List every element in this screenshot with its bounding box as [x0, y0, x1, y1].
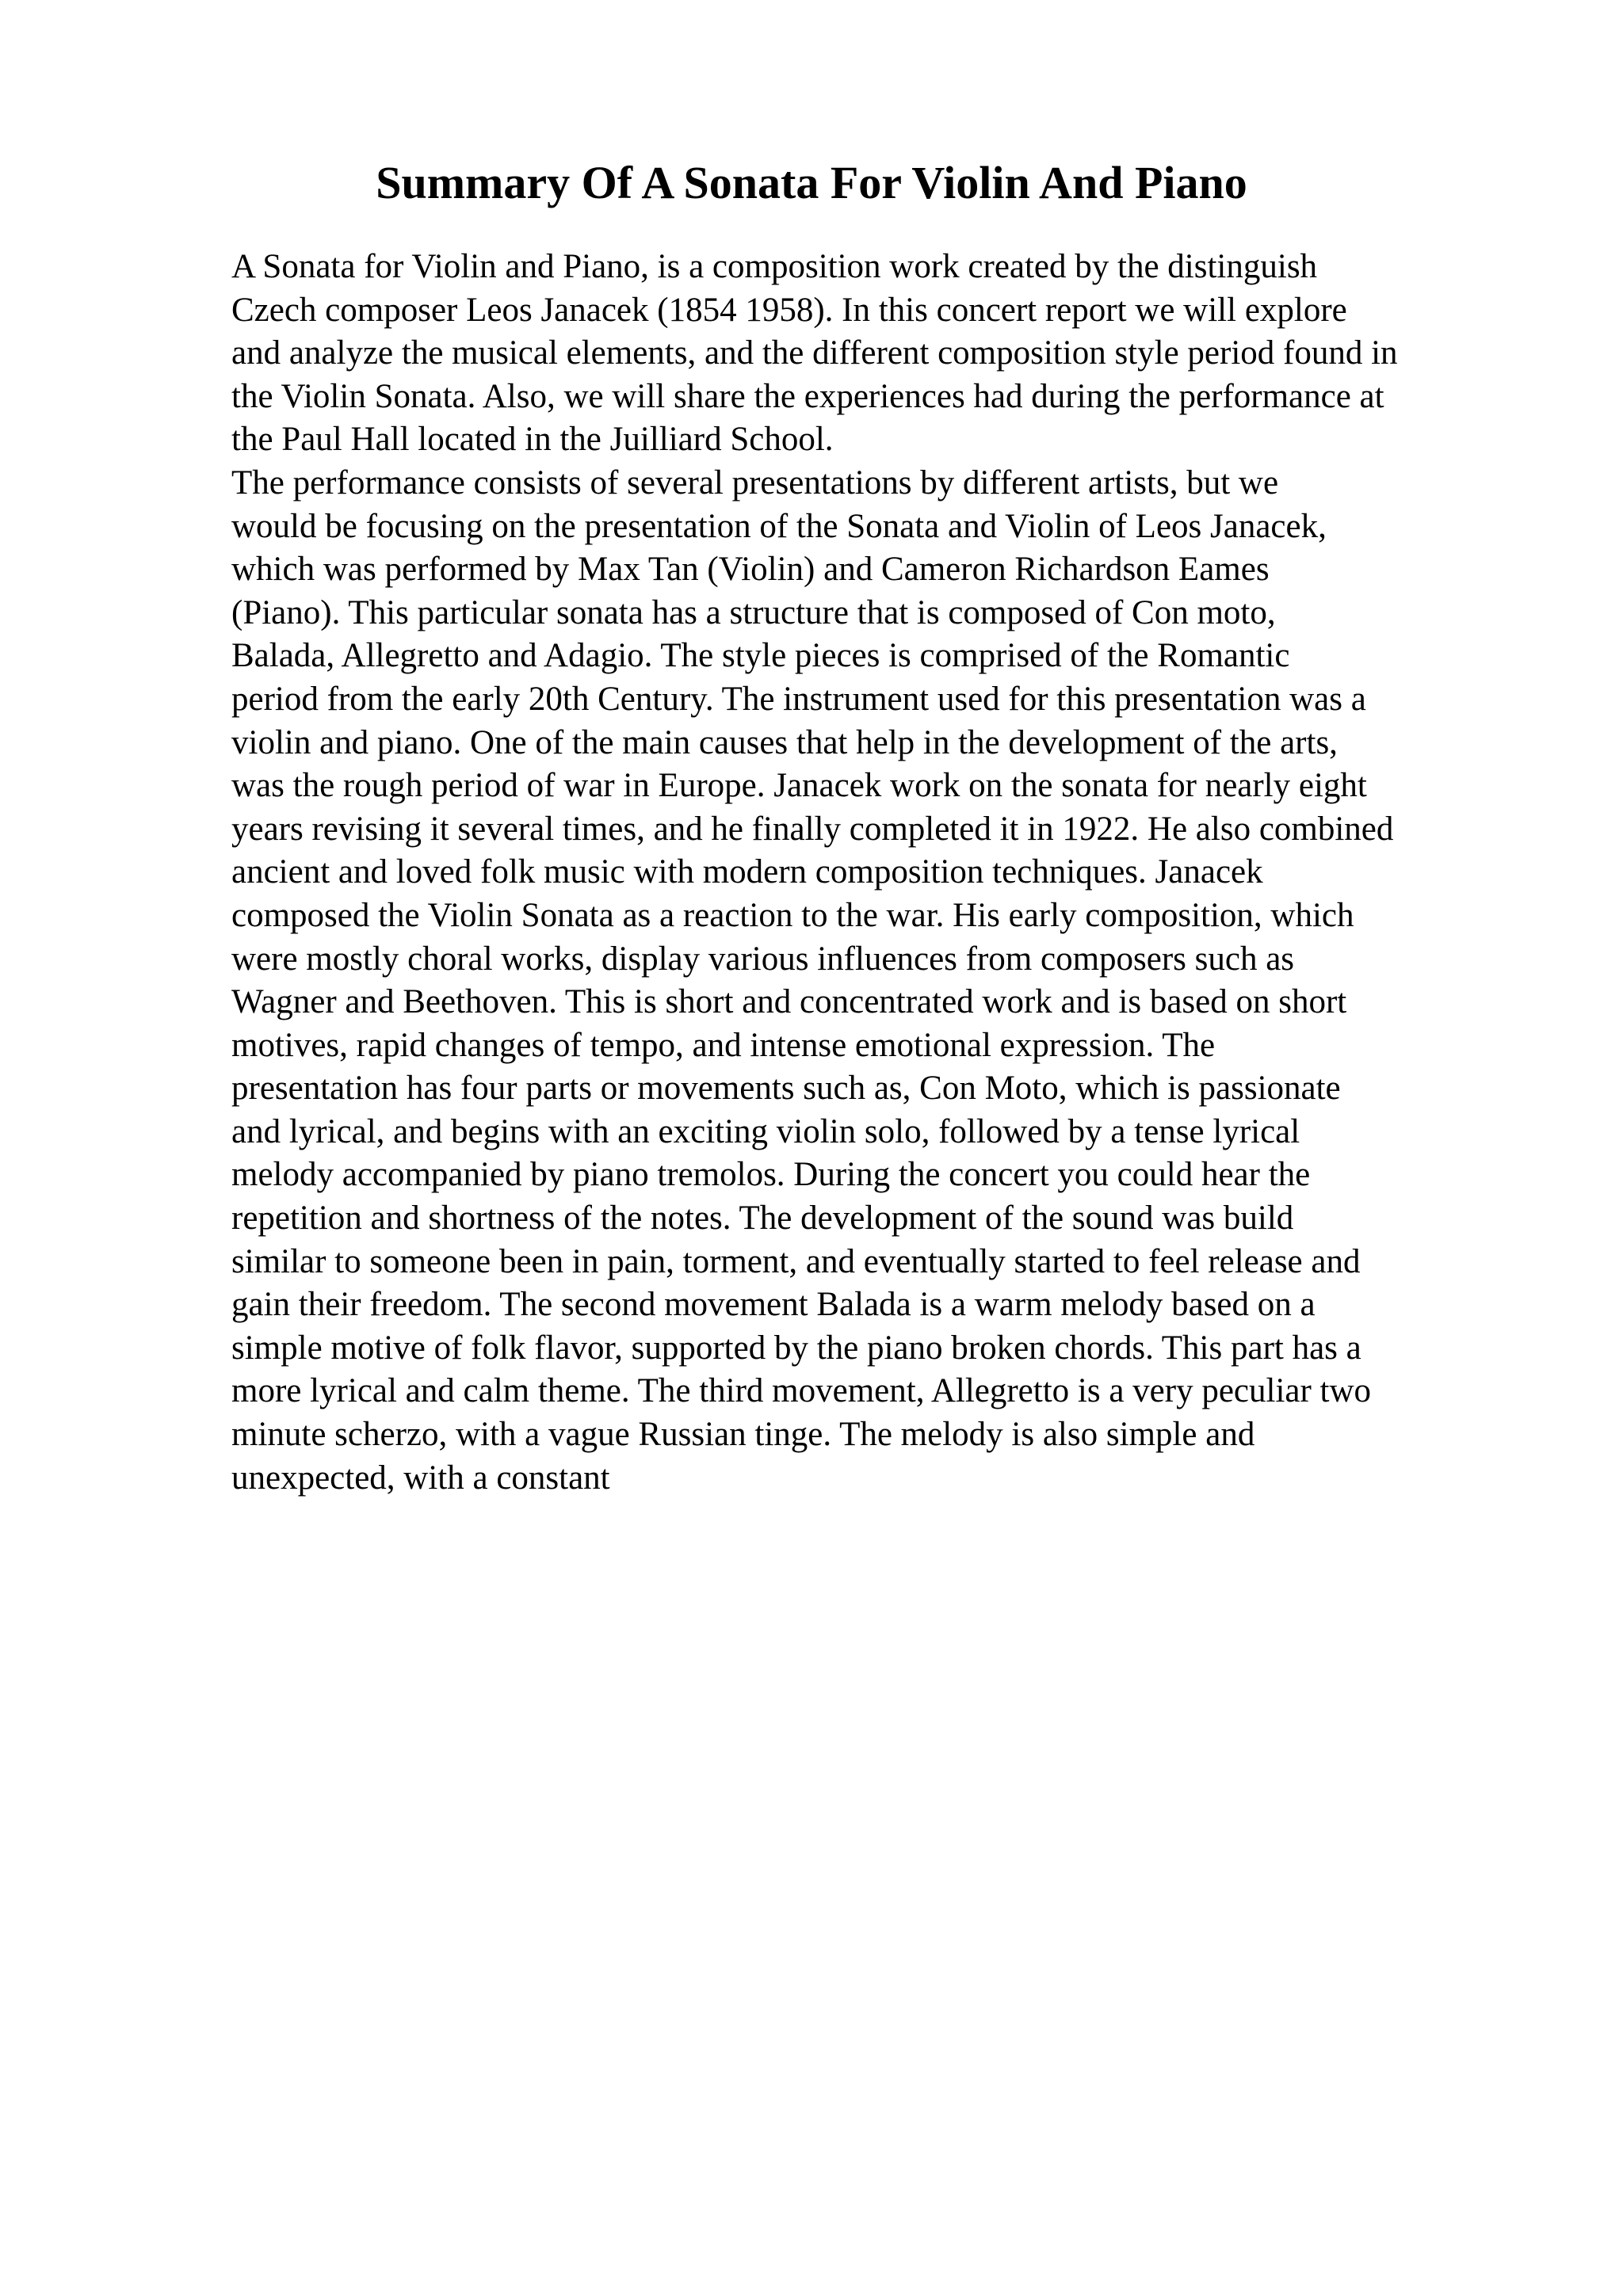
body-text-line: period from the early 20th Century. The instrument used for this presentation was a: [231, 680, 1366, 718]
body-text-line: and lyrical, and begins with an exciting violin solo, followed by a tense lyrical: [231, 1112, 1300, 1150]
document-title: Summary Of A Sonata For Violin And Piano: [376, 157, 1247, 208]
body-text-line: which was performed by Max Tan (Violin) and Cameron Richardson Eames: [231, 551, 1270, 589]
body-text-line: The performance consists of several presentations by different artists, but we: [231, 463, 1279, 502]
body-text-line: would be focusing on the presentation of the Sonata and Violin of Leos Janacek,: [231, 507, 1327, 545]
body-text-line: violin and piano. One of the main causes that help in the development of the arts,: [231, 723, 1338, 761]
body-text-line: melody accompanied by piano tremolos. During the concert you could hear the: [231, 1156, 1311, 1194]
body-text-line: Wagner and Beethoven. This is short and concentrated work and is based on short: [231, 983, 1347, 1021]
body-text-line: simple motive of folk flavor, supported by the piano broken chords. This part has a: [231, 1329, 1361, 1367]
body-text-line: minute scherzo, with a vague Russian tinge. The melody is also simple and: [231, 1416, 1255, 1454]
body-text-line: gain their freedom. The second movement Balada is a warm melody based on a: [231, 1286, 1316, 1324]
body-text-line: Czech composer Leos Janacek (1854 1958). In this concert report we will explore: [231, 291, 1347, 329]
body-text-line: A Sonata for Violin and Piano, is a composition work created by the distinguish: [231, 248, 1318, 285]
body-text-line: presentation has four parts or movements such as, Con Moto, which is passionate: [231, 1070, 1341, 1108]
body-text-line: Balada, Allegretto and Adagio. The style pieces is comprised of the Romantic: [231, 637, 1290, 675]
body-text-line: (Piano). This particular sonata has a structure that is composed of Con moto,: [231, 593, 1276, 631]
document-body: [231, 246, 1594, 1500]
body-text-line: motives, rapid changes of tempo, and intense emotional expression. The: [231, 1026, 1216, 1064]
body-text-line: repetition and shortness of the notes. The development of the sound was build: [231, 1199, 1294, 1238]
body-text-line: unexpected, with a constant: [231, 1459, 610, 1497]
body-text-line: similar to someone been in pain, torment, and eventually started to feel release and: [231, 1242, 1361, 1280]
body-text-line: composed the Violin Sonata as a reaction to the war. His early composition, which: [231, 896, 1354, 934]
body-text-line: more lyrical and calm theme. The third movement, Allegretto is a very peculiar two: [231, 1372, 1372, 1410]
body-text-line: ancient and loved folk music with modern composition techniques. Janacek: [231, 853, 1263, 891]
body-text-line: and analyze the musical elements, and the different composition style period found in: [231, 334, 1398, 372]
body-text-line: was the rough period of war in Europe. Janacek work on the sonata for nearly eight: [231, 767, 1367, 805]
body-text-line: years revising it several times, and he finally completed it in 1922. He also combined: [231, 810, 1394, 848]
body-text-line: the Paul Hall located in the Juilliard School.: [231, 421, 834, 459]
body-text-line: the Violin Sonata. Also, we will share the experiences had during the performance at: [231, 377, 1384, 415]
body-text-line: were mostly choral works, display various influences from composers such as: [231, 940, 1295, 978]
